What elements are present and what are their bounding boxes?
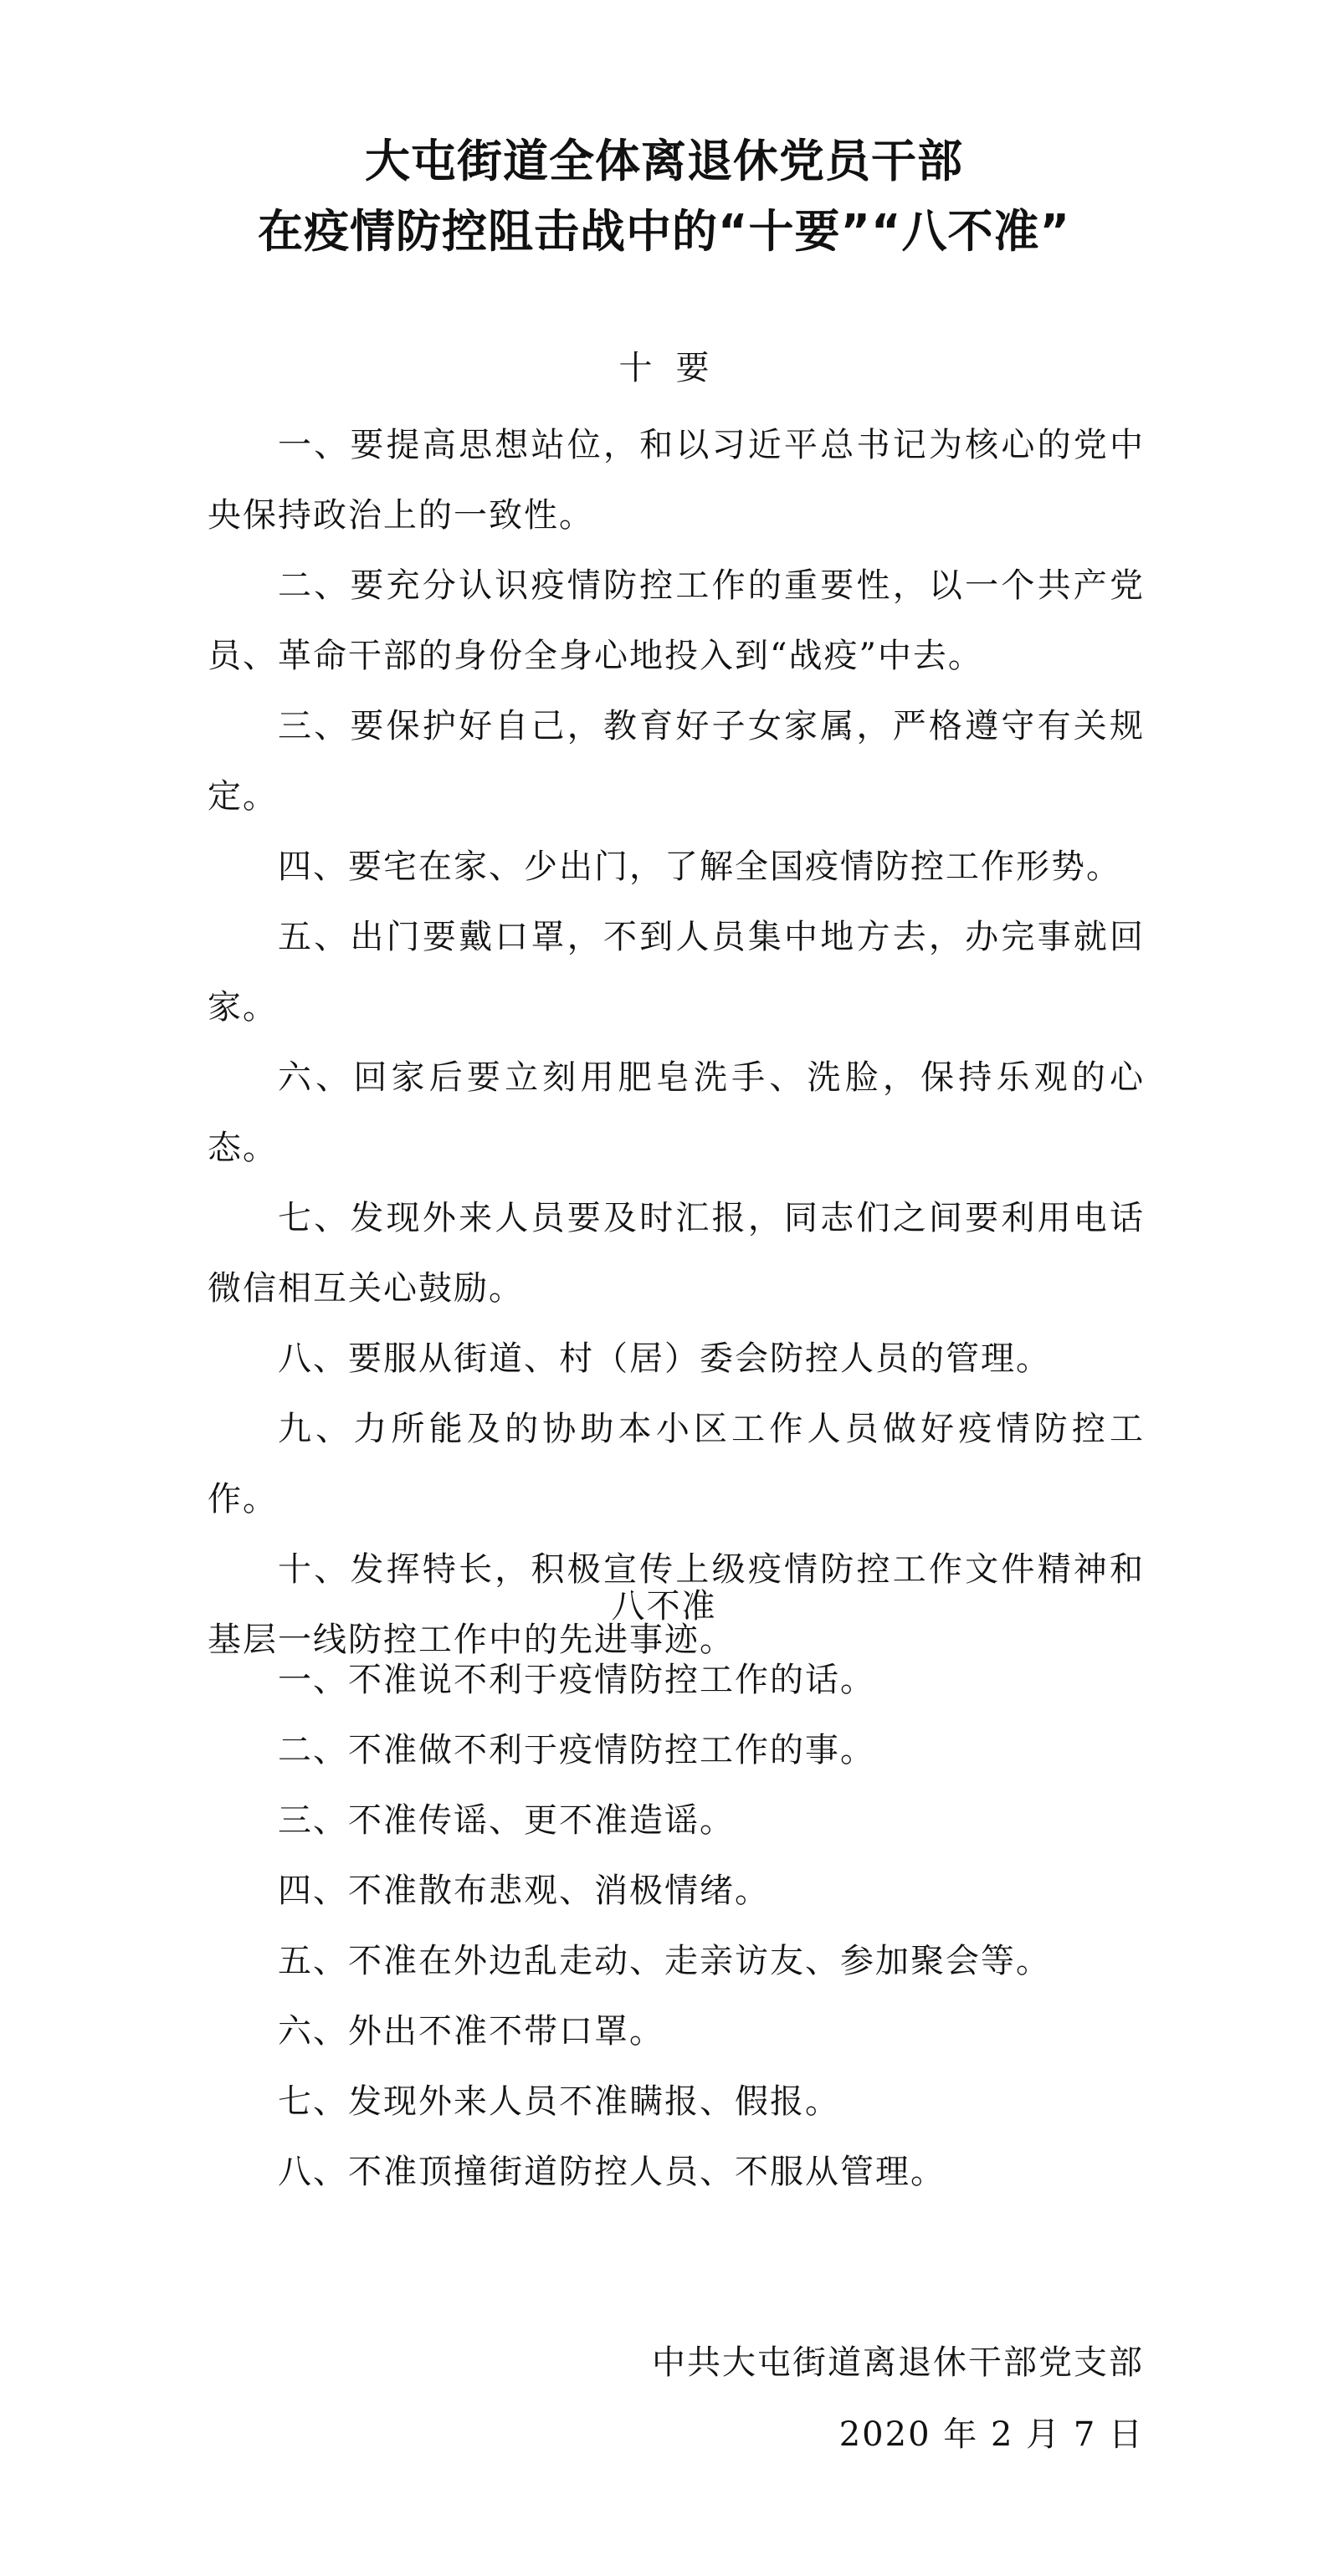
eight-prohibitions-list (208, 1645, 1145, 2207)
list-item: 八、不准顶撞街道防控人员、不服从管理。 (278, 2153, 946, 2191)
section-heading-eight-prohibitions: 八不准 (611, 1587, 717, 1626)
list-item: 四、不准散布悲观、消极情绪。 (278, 1872, 770, 1910)
list-item: 三、不准传谣、更不准造谣。 (278, 1801, 735, 1840)
list-item: 七、发现外来人员要及时汇报，同志们之间要利用电话微信相互关心鼓励。 (208, 1199, 1145, 1308)
list-item: 一、不准说不利于疫情防控工作的话。 (278, 1661, 875, 1699)
list-item: 七、发现外来人员不准瞒报、假报。 (278, 2082, 840, 2121)
list-item: 四、要宅在家、少出门，了解全国疫情防控工作形势。 (278, 848, 1121, 886)
list-item: 十、发挥特长，积极宣传上级疫情防控工作文件精神和基层一线防控工作中的先进事迹。 (208, 1550, 1145, 1659)
section-heading-ten-musts: 十要 (618, 349, 733, 387)
list-item: 一、要提高思想站位，和以习近平总书记为核心的党中央保持政治上的一致性。 (208, 426, 1145, 535)
document-title-line-2: 在疫情防控阻击战中的“十要”“八不准” (258, 205, 1070, 258)
list-item: 五、不准在外边乱走动、走亲访友、参加聚会等。 (278, 1942, 1051, 1980)
list-item: 九、力所能及的协助本小区工作人员做好疫情防控工作。 (208, 1410, 1145, 1518)
list-item: 二、不准做不利于疫情防控工作的事。 (278, 1731, 875, 1769)
list-item: 八、要服从街道、村（居）委会防控人员的管理。 (278, 1339, 1051, 1378)
ten-musts-list (208, 410, 1145, 1675)
list-item: 三、要保护好自己，教育好子女家属，严格遵守有关规定。 (208, 707, 1145, 816)
list-item: 二、要充分认识疫情防控工作的重要性，以一个共产党员、革命干部的身份全身心地投入到“战疫”中去。 (208, 566, 1145, 675)
document-title-line-1: 大屯街道全体离退休党员干部 (365, 135, 963, 187)
list-item: 六、回家后要立刻用肥皂洗手、洗脸，保持乐观的心态。 (208, 1058, 1145, 1167)
signature-date: 2020 年 2 月 7 日 (838, 2415, 1144, 2454)
list-item: 六、外出不准不带口罩。 (278, 2012, 664, 2051)
list-item: 五、出门要戴口罩，不到人员集中地方去，办完事就回家。 (208, 918, 1145, 1027)
signature-organization: 中共大屯街道离退休干部党支部 (652, 2343, 1144, 2382)
